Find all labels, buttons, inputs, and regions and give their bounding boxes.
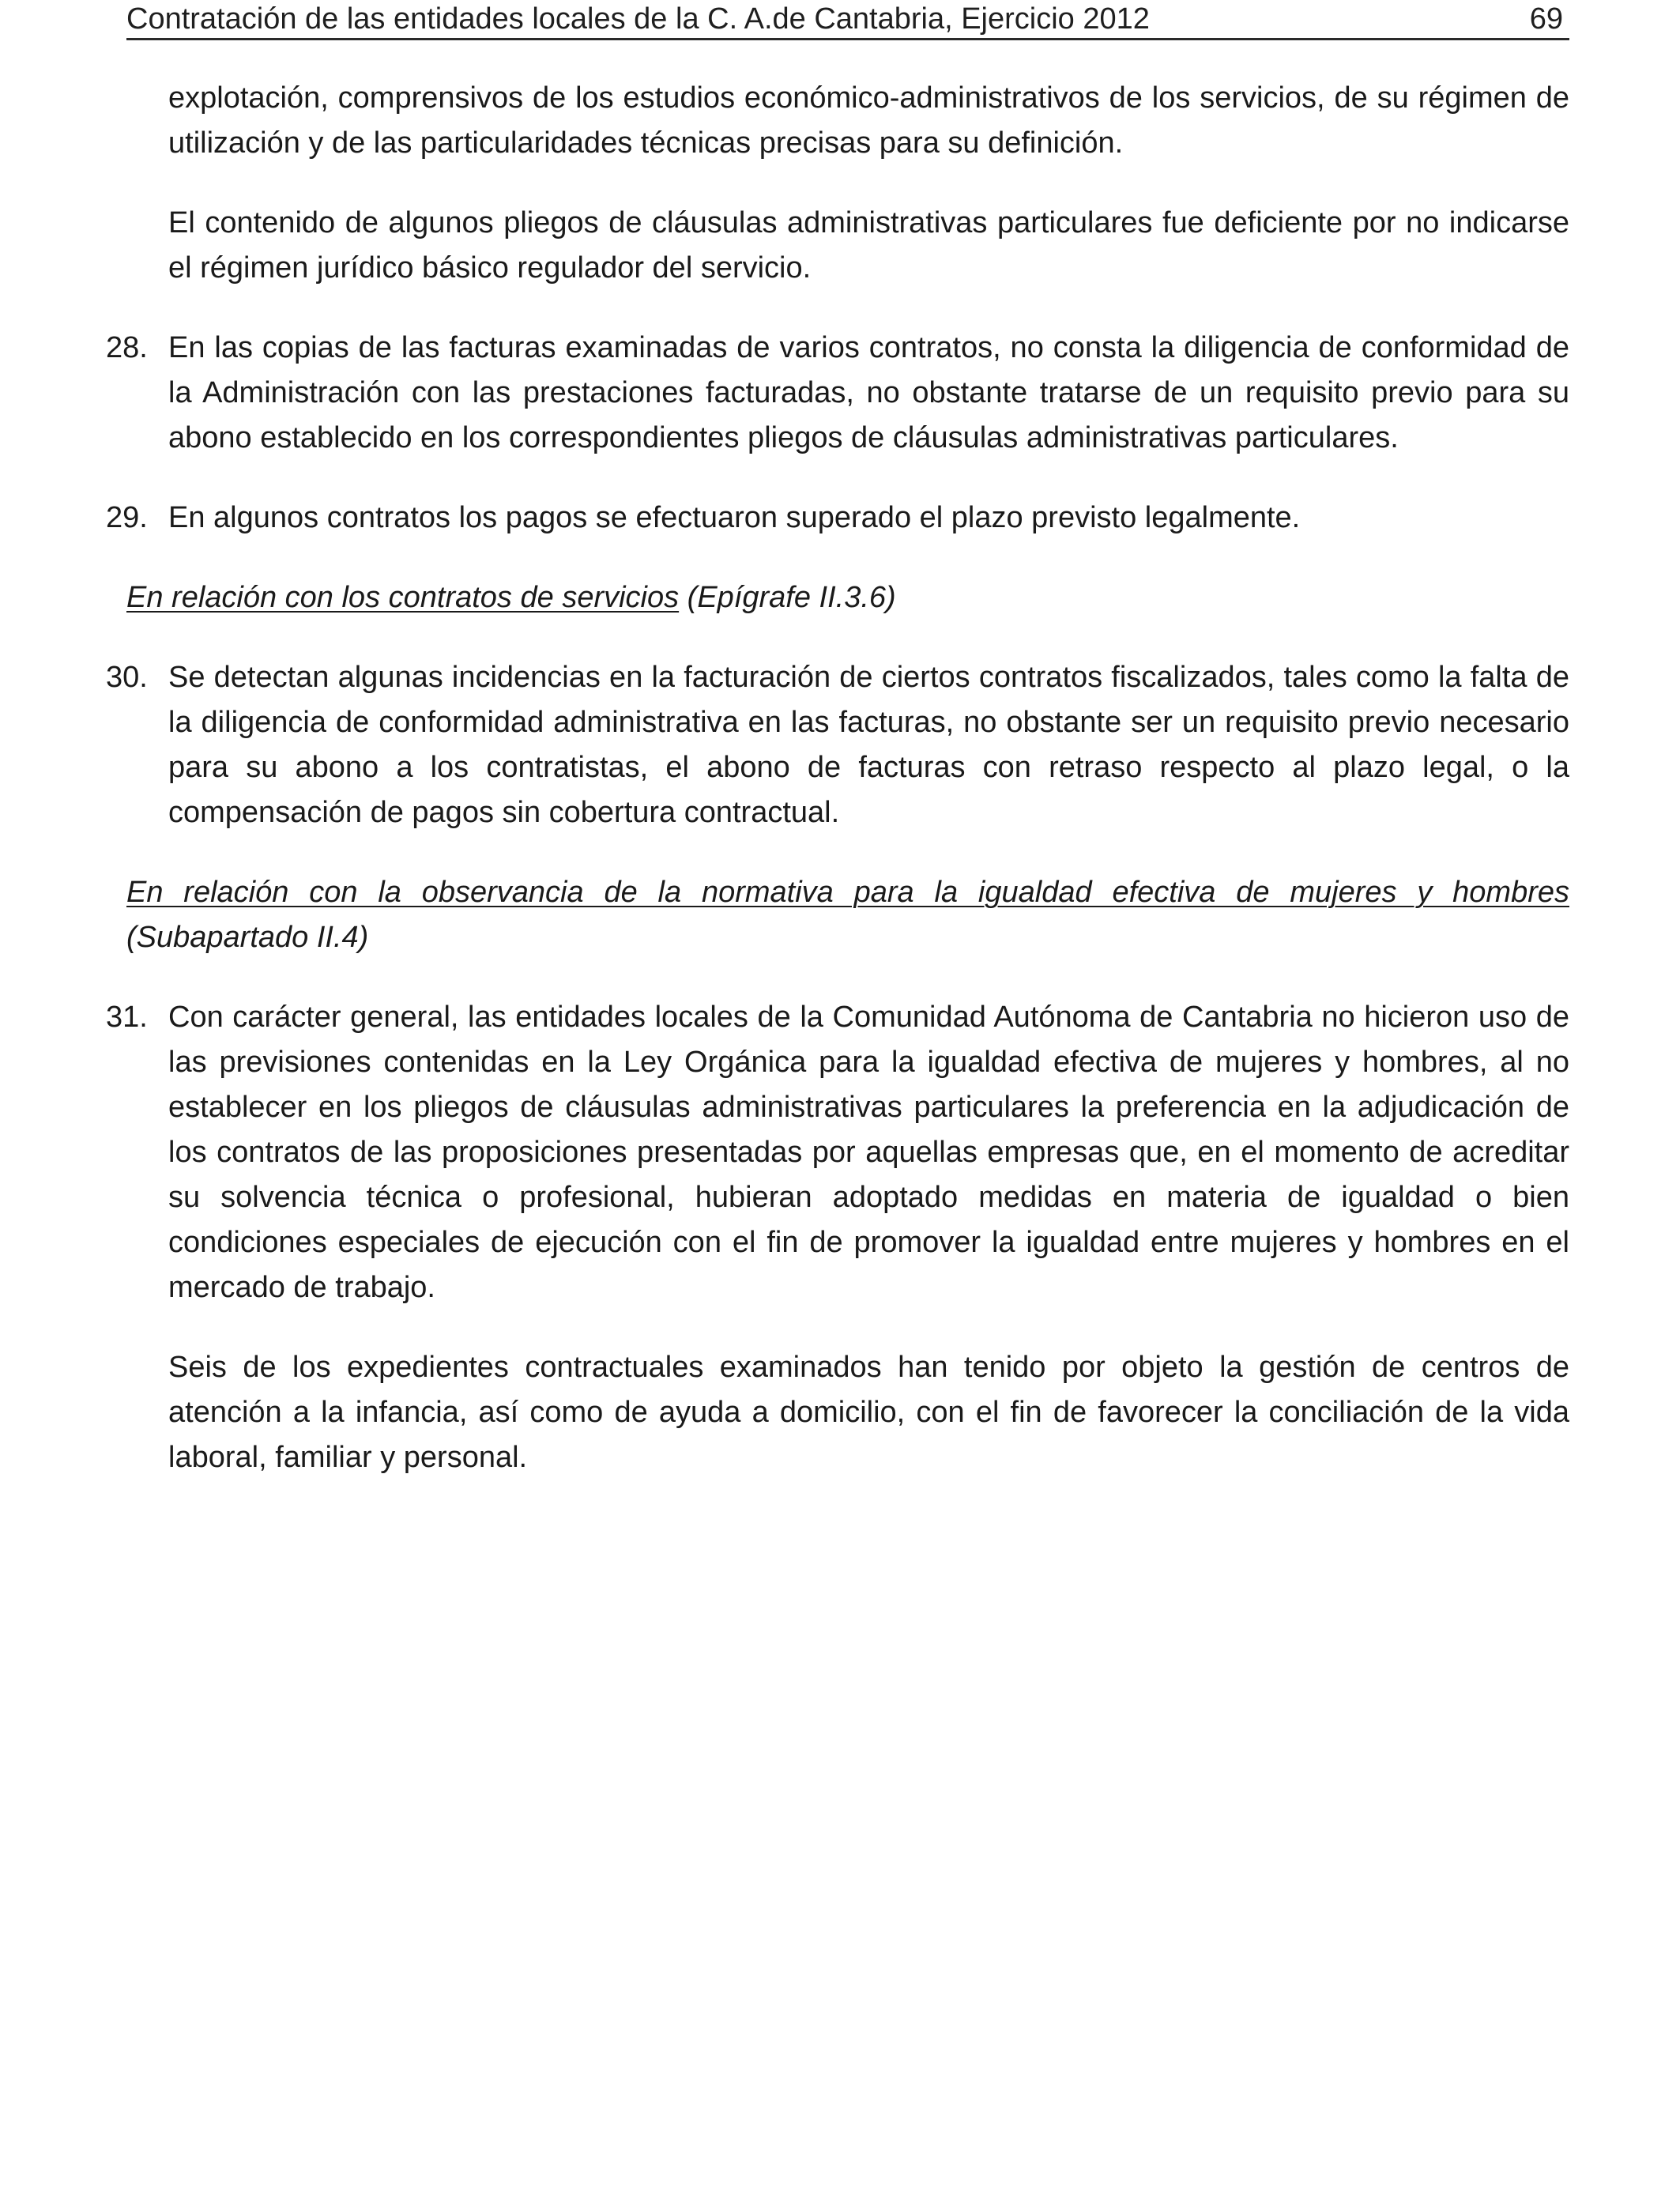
numbered-item-29: [106, 496, 1569, 541]
numbered-item-31: [106, 995, 1569, 1310]
item-text: En las copias de las facturas examinadas de varios contratos, no consta la diligencia de conformidad de la Administración con las prestaciones facturadas, no obstante tratarse de un requisito previo para su abono establecido en los correspondientes pliegos de cláusulas administrativas particulares.: [168, 331, 1569, 454]
item-number: 28.: [106, 331, 148, 364]
subheading-reference: (Subapartado II.4): [126, 921, 369, 954]
item-text: Con carácter general, las entidades locales de la Comunidad Autónoma de Cantabria no hicieron uso de las previsiones contenidas en la Ley Orgánica para la igualdad efectiva de mujeres y hombres, al no establecer en los pliegos de cláusulas administrativas particulares la preferencia en la adjudicación de los contratos de las proposiciones presentadas por aquellas empresas que, en el momento de acreditar su solvencia técnica o profesional, hubieran adoptado medidas en materia de igualdad o bien condiciones especiales de ejecución con el fin de promover la igualdad entre mujeres y hombres en el mercado de trabajo.: [168, 1001, 1569, 1304]
item-number: 30.: [106, 661, 148, 694]
item-number: 31.: [106, 1001, 148, 1034]
final-paragraph: Seis de los expedientes contractuales examinados han tenido por objeto la gestión de centros de atención a la infancia, así como de ayuda a domicilio, con el fin de favorecer la conciliación de la vida laboral, familiar y personal.: [168, 1351, 1569, 1474]
header-title: Contratación de las entidades locales de la C. A.de Cantabria, Ejercicio 2012: [126, 2, 1150, 36]
subheading-services: [126, 575, 1569, 620]
subheading-underlined: En relación con la observancia de la normativa para la igualdad efectiva de mujeres y hombres: [126, 876, 1569, 909]
item-number: 29.: [106, 501, 148, 534]
numbered-item-28: [106, 326, 1569, 461]
subheading-underlined: En relación con los contratos de servicios: [126, 581, 680, 614]
document-body: [106, 76, 1569, 1515]
subheading-equality: [126, 870, 1569, 960]
item-text: Se detectan algunas incidencias en la facturación de ciertos contratos fiscalizados, tales como la falta de la diligencia de conformidad administrativa en las facturas, no obstante ser un requisito previo necesario para su abono a los contratistas, el abono de facturas con retraso respecto al plazo legal, o la compensación de pagos sin cobertura contractual.: [168, 661, 1569, 829]
page-number: 69: [1529, 2, 1563, 36]
subheading-reference: (Epígrafe II.3.6): [679, 581, 896, 614]
intro-paragraph-2: El contenido de algunos pliegos de cláusulas administrativas particulares fue deficiente por no indicarse el régimen jurídico básico regulador del servicio.: [168, 206, 1569, 285]
item-text: En algunos contratos los pagos se efectuaron superado el plazo previsto legalmente.: [168, 501, 1301, 534]
intro-paragraph-1: explotación, comprensivos de los estudios económico-administrativos de los servicios, de su régimen de utilización y de las particularidades técnicas precisas para su definición.: [168, 81, 1569, 160]
running-header: [126, 0, 1569, 40]
numbered-item-30: [106, 655, 1569, 835]
